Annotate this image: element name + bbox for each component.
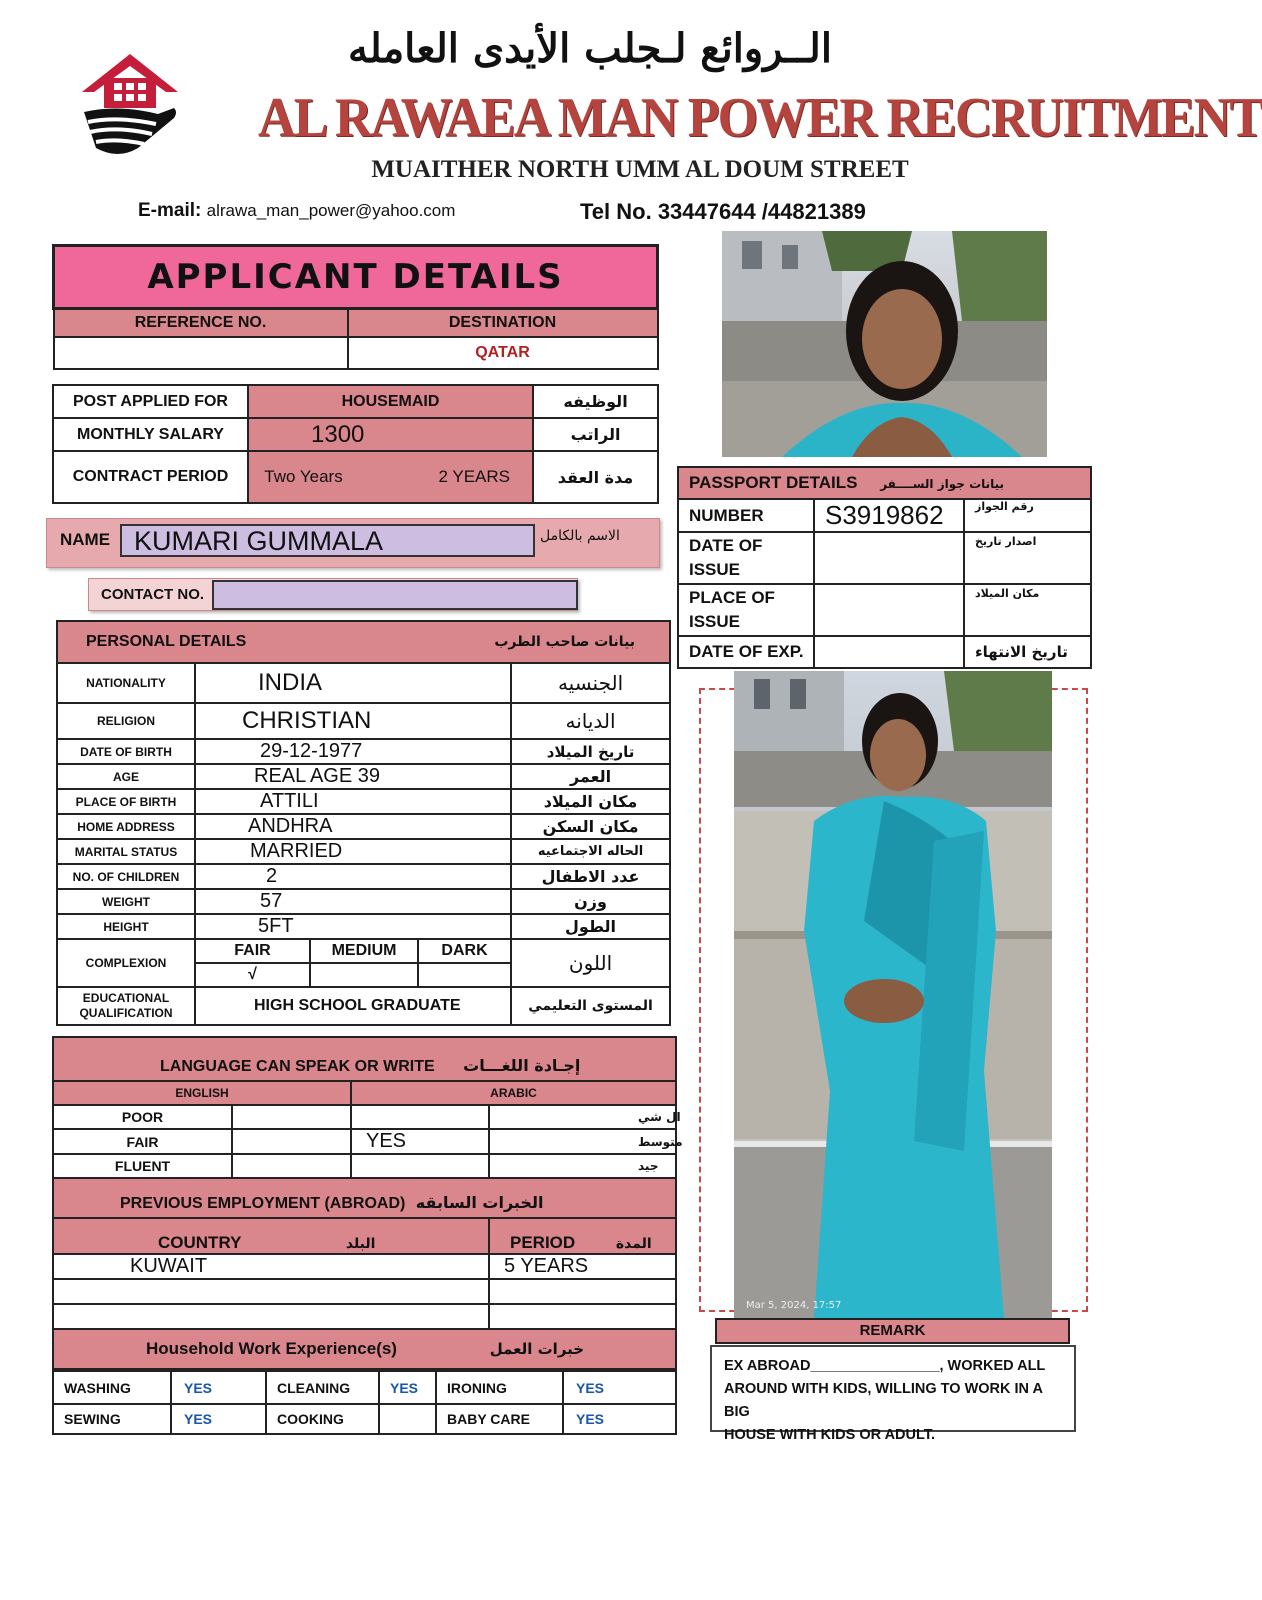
home-address-label: HOME ADDRESS [57,814,195,839]
post-label-ar: الوظيفه [533,385,658,418]
nationality-label: NATIONALITY [57,663,195,703]
education-label-ar: المستوى التعليمي [511,987,670,1025]
home-address-label-ar: مكان السكن [511,814,670,839]
religion-label-ar: الديانه [511,703,670,739]
applicant-details-table [52,244,659,370]
complexion-option-medium: MEDIUM [310,939,418,963]
language-level-fair-ar: متوسط [489,1129,676,1154]
english-label: ENGLISH [53,1081,351,1105]
passport-heading-text: PASSPORT DETAILS [689,473,858,492]
employment-country-1: KUWAIT [53,1254,489,1279]
language-heading [53,1037,676,1081]
post-label: POST APPLIED FOR [53,385,248,418]
personal-details-table [56,620,671,1026]
dob-label: DATE OF BIRTH [57,739,195,764]
company-title: AL RAWAEA MAN POWER RECRUITMENT [258,87,1262,149]
photo-timestamp: Mar 5, 2024, 17:57 [746,1300,842,1311]
dob-value: 29-12-1977 [195,739,511,764]
contract-label-ar: مدة العقد [533,451,658,503]
passport-issue-date-label: DATE OF ISSUE [678,532,814,584]
height-label-ar: الطول [511,914,670,939]
company-address: MUAITHER NORTH UMM AL DOUM STREET [371,156,909,183]
reference-value [54,337,348,369]
complexion-label: COMPLEXION [57,939,195,987]
hand-house-logo-icon [78,52,183,167]
cooking-value [379,1404,436,1434]
age-value: REAL AGE 39 [195,764,511,789]
personal-details-heading: PERSONAL DETAILS [57,621,418,663]
complexion-mark-fair: √ [195,963,310,987]
salary-label: MONTHLY SALARY [53,418,248,451]
age-label: AGE [57,764,195,789]
language-level-fluent: FLUENT [53,1154,232,1178]
salary-value: 1300 [248,418,533,451]
telephone-line: Tel No. 33447644 /44821389 [580,199,866,224]
passport-heading [678,467,1091,499]
personal-details-heading-ar: بيانات صاحب الطرب [418,621,670,663]
marital-status-label-ar: الحاله الاجتماعيه [511,839,670,864]
language-heading-text: LANGUAGE CAN SPEAK OR WRITE [160,1058,435,1075]
children-label: NO. OF CHILDREN [57,864,195,889]
ironing-label: IRONING [436,1371,563,1404]
cleaning-value: YES [379,1371,436,1404]
household-heading-text: Household Work Experience(s) [146,1339,397,1358]
complexion-label-ar: اللون [511,939,670,987]
passport-issue-place-label-ar: مكان الميلاد [964,584,1091,636]
name-value: KUMARI GUMMALA [120,524,535,557]
post-value: HOUSEMAID [248,385,533,418]
education-label-line-1: EDUCATIONAL [82,991,170,1005]
washing-value: YES [171,1371,266,1404]
english-fair-value [232,1129,351,1154]
language-level-poor-ar: ال شي [489,1105,676,1129]
religion-label: RELIGION [57,703,195,739]
children-label-ar: عدد الاطفال [511,864,670,889]
dob-label-ar: تاريخ الميلاد [511,739,670,764]
email-label: E-mail: [138,200,202,221]
arabic-label: ARABIC [351,1081,676,1105]
weight-value: 57 [195,889,511,914]
employment-period-3 [489,1304,676,1329]
employment-period-1: 5 YEARS [489,1254,676,1279]
household-heading [53,1329,676,1369]
passport-heading-ar: بيانات جواز الســــفر [880,477,1005,491]
language-employment-table [52,1036,683,1370]
ironing-value: YES [563,1371,676,1404]
applicant-details-heading: APPLICANT DETAILS [54,246,658,309]
country-label-ar: البلد [345,1236,376,1252]
age-label-ar: العمر [511,764,670,789]
remark-text: EX ABROAD________________, WORKED ALL AROUND WITH KIDS, WILLING TO WORK IN A BIG HOUSE WITH KIDS OR ADULT. [710,1345,1076,1432]
passport-issue-place-value [814,584,964,636]
baby-care-label: BABY CARE [436,1404,563,1434]
arabic-poor-value [351,1105,489,1129]
period-label-ar: المدة [615,1236,652,1252]
marital-status-value: MARRIED [195,839,511,864]
baby-care-value: YES [563,1404,676,1434]
passport-number-value: S3919862 [814,499,964,532]
contact-label: CONTACT NO. [101,586,205,603]
email-value: alrawa_man_power@yahoo.com [206,201,456,220]
applicant-full-length-photo [734,671,1052,1319]
arabic-fluent-value [351,1154,489,1178]
weight-label: WEIGHT [57,889,195,914]
contract-value-text: Two Years [248,451,358,503]
destination-label: DESTINATION [348,309,658,337]
language-level-fair: FAIR [53,1129,232,1154]
employment-country-3 [53,1304,489,1329]
language-level-poor: POOR [53,1105,232,1129]
passport-number-label-ar: رقم الجواز [964,499,1091,532]
destination-value: QATAR [348,337,658,369]
language-heading-ar: إجـادة اللغـــات [463,1056,581,1075]
arabic-company-title: الــروائع لـجلب الأيدى العامله [348,25,832,72]
complexion-mark-medium [310,963,418,987]
weight-label-ar: وزن [511,889,670,914]
email-line [138,200,455,222]
complexion-option-dark: DARK [418,939,511,963]
passport-issue-place-label: PLACE OF ISSUE [678,584,814,636]
household-heading-ar: خبرات العمل [489,1340,585,1358]
reference-label: REFERENCE NO. [54,309,348,337]
country-label [53,1218,489,1254]
passport-details-table [677,466,1092,669]
employment-heading [53,1178,676,1218]
passport-expiry-label: DATE OF EXP. [678,636,814,668]
nationality-label-ar: الجنسيه [511,663,670,703]
passport-number-label: NUMBER [678,499,814,532]
complexion-option-fair: FAIR [195,939,310,963]
nationality-value: INDIA [195,663,511,703]
country-label-text: COUNTRY [158,1233,242,1252]
education-value: HIGH SCHOOL GRADUATE [195,987,511,1025]
employment-heading-text: PREVIOUS EMPLOYMENT (ABROAD) [120,1195,406,1212]
sewing-label: SEWING [53,1404,171,1434]
place-of-birth-label-ar: مكان الميلاد [511,789,670,814]
contract-value-years: 2 YEARS [358,451,533,503]
english-poor-value [232,1105,351,1129]
period-label [489,1218,676,1254]
period-label-text: PERIOD [510,1233,576,1252]
passport-expiry-label-ar: تاريخ الانتهاء [964,636,1091,668]
employment-country-2 [53,1279,489,1304]
education-label-line-2: QUALIFICATION [79,1006,173,1020]
employment-period-2 [489,1279,676,1304]
height-label: HEIGHT [57,914,195,939]
remark-heading: REMARK [715,1318,1070,1344]
height-value: 5FT [195,914,511,939]
post-table [52,384,659,504]
place-of-birth-label: PLACE OF BIRTH [57,789,195,814]
cooking-label: COOKING [266,1404,379,1434]
passport-issue-date-label-ar: اصدار تاريخ [964,532,1091,584]
household-table [52,1370,677,1435]
education-label [57,987,195,1025]
arabic-fair-value: YES [351,1129,489,1154]
home-address-value: ANDHRA [195,814,511,839]
place-of-birth-value: ATTILI [195,789,511,814]
name-label: NAME [60,530,111,549]
salary-label-ar: الراتب [533,418,658,451]
english-fluent-value [232,1154,351,1178]
children-value: 2 [195,864,511,889]
passport-issue-date-value [814,532,964,584]
sewing-value: YES [171,1404,266,1434]
cleaning-label: CLEANING [266,1371,379,1404]
language-level-fluent-ar: جيد [489,1154,676,1178]
contract-label: CONTRACT PERIOD [53,451,248,503]
complexion-mark-dark [418,963,511,987]
employment-heading-ar: الخبرات السابقه [415,1193,544,1212]
marital-status-label: MARITAL STATUS [57,839,195,864]
religion-value: CHRISTIAN [195,703,511,739]
passport-expiry-value [814,636,964,668]
name-label-ar: الاسم بالكامل [540,528,620,544]
applicant-portrait-photo [722,231,1047,457]
washing-label: WASHING [53,1371,171,1404]
contact-value [212,580,578,610]
